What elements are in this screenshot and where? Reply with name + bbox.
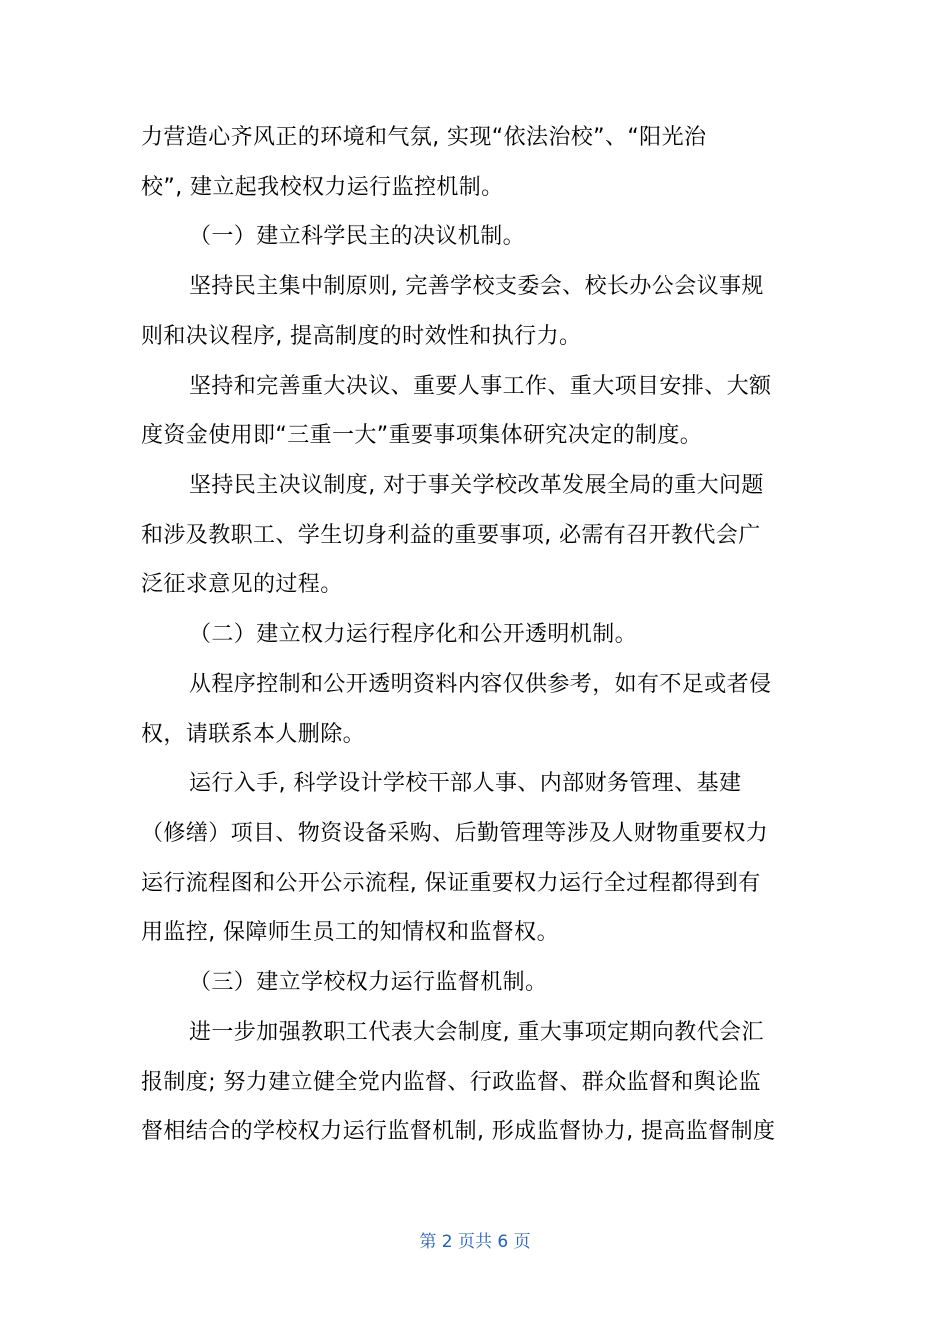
text-line-14: 运行入手, 科学设计学校干部人事、内部财务管理、基建 [189, 771, 742, 796]
text-line-20: 报制度; 努力建立健全党内监督、行政监督、群众监督和舆论监 [141, 1070, 762, 1095]
section-heading-1: （一）建立科学民主的决议机制。 [189, 224, 526, 249]
text-line-19: 进一步加强教职工代表大会制度, 重大事项定期向教代会汇 [189, 1020, 764, 1045]
text-line-16: 运行流程图和公开公示流程, 保证重要权力运行全过程都得到有 [141, 871, 761, 896]
text-line-9: 和涉及教职工、学生切身利益的重要事项, 必需有召开教代会广 [141, 523, 761, 548]
text-line-15: （修缮）项目、物资设备采购、后勤管理等涉及人财物重要权力 [141, 821, 769, 846]
text-line-12: 从程序控制和公开透明资料内容仅供参考，如有不足或者侵 [189, 672, 772, 697]
text-line-8: 坚持民主决议制度, 对于事关学校改革发展全局的重大问题 [189, 473, 764, 498]
page-number-footer: 第 2 页共 6 页 [419, 1232, 531, 1252]
section-heading-2: （二）建立权力运行程序化和公开透明机制。 [189, 622, 638, 647]
text-line-4: 坚持民主集中制原则, 完善学校支委会、校长办公会议事规 [189, 274, 764, 299]
text-line-1: 力营造心齐风正的环境和气氛, 实现“依法治校”、“阳光治 [141, 125, 707, 150]
text-line-7: 度资金使用即“三重一大”重要事项集体研究决定的制度。 [141, 423, 703, 448]
text-line-5: 则和决议程序, 提高制度的时效性和执行力。 [141, 324, 582, 349]
section-heading-3: （三）建立学校权力运行监督机制。 [189, 970, 548, 995]
text-line-10: 泛征求意见的过程。 [141, 572, 343, 597]
text-line-21: 督相结合的学校权力运行监督机制, 形成监督协力, 提高监督制度 [141, 1119, 776, 1144]
text-line-13: 权，请联系本人删除。 [141, 722, 366, 747]
text-line-2: 校”, 建立起我校权力运行监控机制。 [141, 175, 504, 200]
text-line-6: 坚持和完善重大决议、重要人事工作、重大项目安排、大额 [189, 374, 772, 399]
text-line-17: 用监控, 保障师生员工的知情权和监督权。 [141, 920, 559, 945]
